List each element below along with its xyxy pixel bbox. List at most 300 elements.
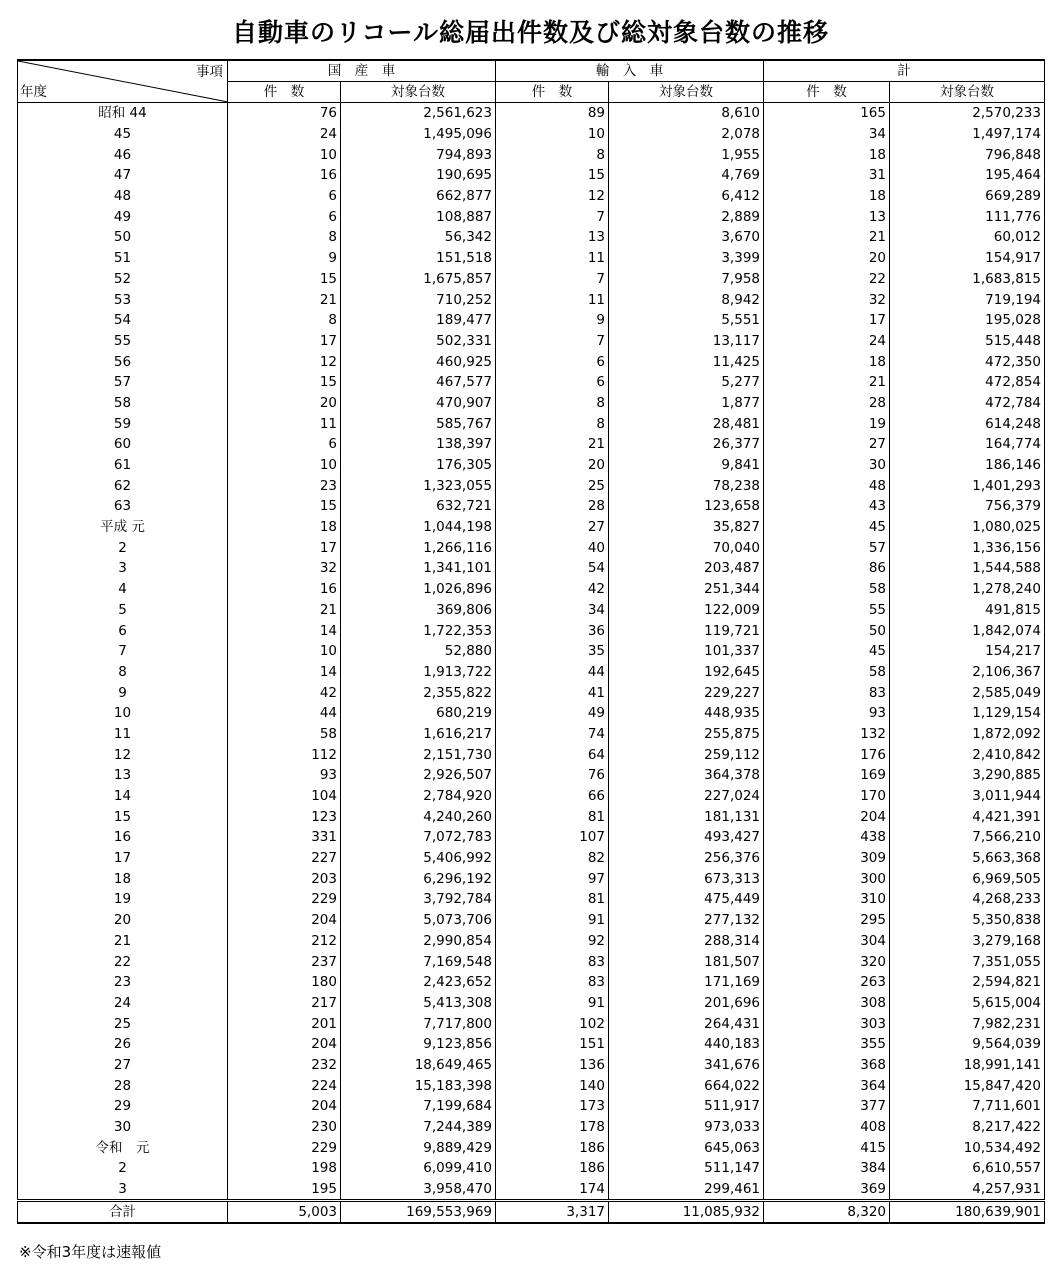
cell-imported-count: 21 [496, 434, 609, 455]
cell-year: 14 [18, 786, 228, 807]
cell-domestic-units: 1,495,096 [341, 124, 496, 145]
cell-domestic-units: 7,169,548 [341, 951, 496, 972]
cell-imported-count: 13 [496, 227, 609, 248]
table-row [18, 765, 1045, 786]
cell-domestic-units: 9,123,856 [341, 1034, 496, 1055]
cell-imported-count: 89 [496, 103, 609, 124]
cell-imported-units: 203,487 [609, 558, 764, 579]
table-row [18, 786, 1045, 807]
cell-imported-units: 101,337 [609, 641, 764, 662]
cell-year: 56 [18, 351, 228, 372]
cell-domestic-count: 224 [228, 1075, 341, 1096]
cell-total-units: 186,146 [890, 455, 1045, 476]
total-domestic-count: 5,003 [228, 1201, 341, 1224]
cell-year: 50 [18, 227, 228, 248]
cell-domestic-count: 203 [228, 868, 341, 889]
cell-imported-units: 255,875 [609, 724, 764, 745]
cell-imported-units: 299,461 [609, 1179, 764, 1201]
cell-total-units: 1,278,240 [890, 579, 1045, 600]
cell-imported-units: 8,942 [609, 289, 764, 310]
cell-domestic-count: 112 [228, 744, 341, 765]
cell-total-units: 195,028 [890, 310, 1045, 331]
cell-imported-units: 256,376 [609, 848, 764, 869]
cell-domestic-units: 1,341,101 [341, 558, 496, 579]
cell-domestic-units: 662,877 [341, 186, 496, 207]
cell-domestic-units: 151,518 [341, 248, 496, 269]
cell-year: 60 [18, 434, 228, 455]
cell-total-count: 17 [764, 310, 890, 331]
total-all-count: 8,320 [764, 1201, 890, 1224]
table-row [18, 1096, 1045, 1117]
cell-domestic-units: 18,649,465 [341, 1055, 496, 1076]
cell-total-count: 204 [764, 806, 890, 827]
cell-total-count: 18 [764, 351, 890, 372]
cell-total-units: 7,982,231 [890, 1013, 1045, 1034]
cell-imported-count: 49 [496, 703, 609, 724]
cell-domestic-units: 3,792,784 [341, 889, 496, 910]
cell-domestic-count: 229 [228, 889, 341, 910]
cell-imported-units: 3,670 [609, 227, 764, 248]
cell-total-count: 13 [764, 206, 890, 227]
cell-imported-count: 11 [496, 289, 609, 310]
cell-domestic-count: 10 [228, 641, 341, 662]
cell-domestic-units: 1,026,896 [341, 579, 496, 600]
cell-total-count: 34 [764, 124, 890, 145]
cell-imported-count: 173 [496, 1096, 609, 1117]
cell-total-units: 6,969,505 [890, 868, 1045, 889]
cell-imported-units: 227,024 [609, 786, 764, 807]
cell-domestic-count: 12 [228, 351, 341, 372]
table-row [18, 579, 1045, 600]
cell-total-units: 4,257,931 [890, 1179, 1045, 1201]
cell-domestic-count: 21 [228, 289, 341, 310]
cell-domestic-count: 16 [228, 165, 341, 186]
cell-domestic-units: 1,722,353 [341, 620, 496, 641]
cell-year: 24 [18, 993, 228, 1014]
cell-imported-count: 186 [496, 1137, 609, 1158]
cell-total-units: 60,012 [890, 227, 1045, 248]
footnote: ※令和3年度は速報値 [19, 1243, 162, 1261]
header-count: 件 数 [228, 82, 341, 103]
cell-total-units: 154,217 [890, 641, 1045, 662]
cell-total-count: 19 [764, 413, 890, 434]
cell-total-units: 9,564,039 [890, 1034, 1045, 1055]
cell-imported-count: 12 [496, 186, 609, 207]
cell-year: 20 [18, 910, 228, 931]
cell-year: 58 [18, 393, 228, 414]
cell-imported-count: 42 [496, 579, 609, 600]
cell-imported-units: 35,827 [609, 517, 764, 538]
cell-total-units: 756,379 [890, 496, 1045, 517]
cell-imported-units: 28,481 [609, 413, 764, 434]
cell-domestic-units: 2,561,623 [341, 103, 496, 124]
cell-domestic-count: 232 [228, 1055, 341, 1076]
cell-domestic-units: 467,577 [341, 372, 496, 393]
cell-year: 48 [18, 186, 228, 207]
cell-total-count: 165 [764, 103, 890, 124]
table-row [18, 310, 1045, 331]
table-row [18, 496, 1045, 517]
cell-total-count: 32 [764, 289, 890, 310]
cell-year: 平成 元 [18, 517, 228, 538]
cell-total-units: 1,683,815 [890, 269, 1045, 290]
cell-total-units: 7,566,210 [890, 827, 1045, 848]
cell-imported-count: 76 [496, 765, 609, 786]
cell-domestic-units: 369,806 [341, 600, 496, 621]
cell-total-units: 2,106,367 [890, 662, 1045, 683]
cell-year: 52 [18, 269, 228, 290]
cell-year: 57 [18, 372, 228, 393]
cell-domestic-units: 7,199,684 [341, 1096, 496, 1117]
cell-domestic-count: 93 [228, 765, 341, 786]
cell-domestic-units: 7,072,783 [341, 827, 496, 848]
cell-imported-count: 81 [496, 889, 609, 910]
cell-imported-count: 44 [496, 662, 609, 683]
table-row [18, 248, 1045, 269]
header-jikou: 事項 [196, 64, 223, 80]
cell-imported-count: 34 [496, 600, 609, 621]
cell-total-units: 4,421,391 [890, 806, 1045, 827]
total-domestic-units: 169,553,969 [341, 1201, 496, 1224]
cell-imported-units: 251,344 [609, 579, 764, 600]
page-title: 自動車のリコール総届出件数及び総対象台数の推移 [231, 18, 829, 47]
table-row [18, 103, 1045, 124]
cell-year: 8 [18, 662, 228, 683]
cell-imported-count: 25 [496, 475, 609, 496]
cell-domestic-count: 217 [228, 993, 341, 1014]
table-row [18, 434, 1045, 455]
cell-year: 46 [18, 144, 228, 165]
cell-year: 49 [18, 206, 228, 227]
header-imported: 輸 入 車 [496, 60, 764, 82]
cell-domestic-count: 6 [228, 434, 341, 455]
cell-imported-units: 1,955 [609, 144, 764, 165]
cell-total-units: 6,610,557 [890, 1158, 1045, 1179]
cell-total-count: 18 [764, 144, 890, 165]
cell-total-count: 308 [764, 993, 890, 1014]
table-row [18, 1013, 1045, 1034]
cell-total-count: 132 [764, 724, 890, 745]
cell-total-units: 3,290,885 [890, 765, 1045, 786]
cell-imported-units: 8,610 [609, 103, 764, 124]
cell-year: 27 [18, 1055, 228, 1076]
cell-year: 61 [18, 455, 228, 476]
cell-imported-units: 70,040 [609, 537, 764, 558]
total-all-units: 180,639,901 [890, 1201, 1045, 1224]
table-row [18, 1117, 1045, 1138]
cell-total-units: 491,815 [890, 600, 1045, 621]
cell-imported-count: 41 [496, 682, 609, 703]
cell-imported-units: 440,183 [609, 1034, 764, 1055]
cell-year: 2 [18, 537, 228, 558]
cell-domestic-count: 24 [228, 124, 341, 145]
cell-domestic-count: 195 [228, 1179, 341, 1201]
cell-imported-count: 107 [496, 827, 609, 848]
cell-total-count: 304 [764, 931, 890, 952]
cell-total-units: 2,585,049 [890, 682, 1045, 703]
table-row [18, 1075, 1045, 1096]
cell-year: 9 [18, 682, 228, 703]
cell-domestic-count: 204 [228, 1096, 341, 1117]
cell-domestic-count: 14 [228, 620, 341, 641]
cell-total-units: 10,534,492 [890, 1137, 1045, 1158]
cell-domestic-count: 32 [228, 558, 341, 579]
cell-year: 23 [18, 972, 228, 993]
cell-total-units: 719,194 [890, 289, 1045, 310]
cell-total-count: 20 [764, 248, 890, 269]
cell-total-units: 5,350,838 [890, 910, 1045, 931]
cell-year: 53 [18, 289, 228, 310]
cell-total-count: 86 [764, 558, 890, 579]
cell-imported-units: 122,009 [609, 600, 764, 621]
cell-domestic-count: 76 [228, 103, 341, 124]
cell-domestic-units: 7,717,800 [341, 1013, 496, 1034]
table-row [18, 972, 1045, 993]
cell-imported-units: 664,022 [609, 1075, 764, 1096]
cell-total-count: 58 [764, 662, 890, 683]
recall-table [17, 59, 1045, 1224]
cell-total-count: 369 [764, 1179, 890, 1201]
cell-imported-count: 8 [496, 144, 609, 165]
cell-domestic-units: 1,266,116 [341, 537, 496, 558]
cell-imported-count: 28 [496, 496, 609, 517]
cell-domestic-units: 190,695 [341, 165, 496, 186]
cell-total-count: 50 [764, 620, 890, 641]
table-row [18, 993, 1045, 1014]
table-row [18, 662, 1045, 683]
cell-total-count: 169 [764, 765, 890, 786]
cell-total-count: 310 [764, 889, 890, 910]
cell-total-count: 415 [764, 1137, 890, 1158]
cell-imported-count: 11 [496, 248, 609, 269]
header-nendo: 年度 [20, 84, 47, 100]
cell-total-count: 58 [764, 579, 890, 600]
cell-year: 54 [18, 310, 228, 331]
header-domestic: 国 産 車 [228, 60, 496, 82]
cell-domestic-units: 1,323,055 [341, 475, 496, 496]
cell-domestic-units: 1,044,198 [341, 517, 496, 538]
table-row [18, 269, 1045, 290]
cell-imported-count: 66 [496, 786, 609, 807]
table-row [18, 724, 1045, 745]
cell-imported-units: 364,378 [609, 765, 764, 786]
cell-domestic-count: 18 [228, 517, 341, 538]
table-row [18, 806, 1045, 827]
cell-total-count: 355 [764, 1034, 890, 1055]
cell-imported-units: 4,769 [609, 165, 764, 186]
cell-domestic-count: 15 [228, 269, 341, 290]
cell-imported-count: 20 [496, 455, 609, 476]
cell-imported-count: 7 [496, 331, 609, 352]
cell-imported-units: 673,313 [609, 868, 764, 889]
cell-imported-units: 5,551 [609, 310, 764, 331]
table-row [18, 455, 1045, 476]
cell-imported-units: 11,425 [609, 351, 764, 372]
cell-total-units: 164,774 [890, 434, 1045, 455]
cell-domestic-units: 9,889,429 [341, 1137, 496, 1158]
cell-imported-units: 6,412 [609, 186, 764, 207]
cell-total-units: 1,842,074 [890, 620, 1045, 641]
cell-total-units: 7,711,601 [890, 1096, 1045, 1117]
cell-total-count: 263 [764, 972, 890, 993]
cell-domestic-count: 180 [228, 972, 341, 993]
cell-imported-units: 475,449 [609, 889, 764, 910]
cell-domestic-count: 44 [228, 703, 341, 724]
cell-imported-count: 7 [496, 269, 609, 290]
cell-year: 13 [18, 765, 228, 786]
table-row [18, 165, 1045, 186]
cell-domestic-count: 58 [228, 724, 341, 745]
cell-total-units: 7,351,055 [890, 951, 1045, 972]
cell-imported-units: 229,227 [609, 682, 764, 703]
cell-domestic-count: 14 [228, 662, 341, 683]
table-row [18, 393, 1045, 414]
total-imported-units: 11,085,932 [609, 1201, 764, 1224]
cell-domestic-units: 6,099,410 [341, 1158, 496, 1179]
cell-year: 55 [18, 331, 228, 352]
cell-domestic-units: 7,244,389 [341, 1117, 496, 1138]
cell-imported-count: 102 [496, 1013, 609, 1034]
table-row [18, 931, 1045, 952]
cell-imported-units: 493,427 [609, 827, 764, 848]
cell-total-units: 5,615,004 [890, 993, 1045, 1014]
cell-year: 6 [18, 620, 228, 641]
cell-total-count: 377 [764, 1096, 890, 1117]
cell-domestic-units: 138,397 [341, 434, 496, 455]
table-row [18, 600, 1045, 621]
cell-domestic-units: 632,721 [341, 496, 496, 517]
table-row [18, 682, 1045, 703]
cell-domestic-units: 470,907 [341, 393, 496, 414]
cell-domestic-units: 680,219 [341, 703, 496, 724]
cell-year: 昭和 44 [18, 103, 228, 124]
cell-total-count: 320 [764, 951, 890, 972]
cell-domestic-units: 1,616,217 [341, 724, 496, 745]
cell-total-count: 21 [764, 227, 890, 248]
cell-total-count: 368 [764, 1055, 890, 1076]
cell-domestic-count: 227 [228, 848, 341, 869]
cell-total-count: 22 [764, 269, 890, 290]
table-row [18, 951, 1045, 972]
cell-total-count: 170 [764, 786, 890, 807]
cell-imported-units: 171,169 [609, 972, 764, 993]
table-row [18, 351, 1045, 372]
cell-imported-units: 78,238 [609, 475, 764, 496]
cell-total-units: 472,350 [890, 351, 1045, 372]
cell-imported-count: 83 [496, 972, 609, 993]
cell-total-count: 364 [764, 1075, 890, 1096]
cell-imported-units: 13,117 [609, 331, 764, 352]
cell-total-units: 1,497,174 [890, 124, 1045, 145]
cell-imported-units: 9,841 [609, 455, 764, 476]
cell-domestic-count: 8 [228, 227, 341, 248]
cell-domestic-count: 15 [228, 372, 341, 393]
table-row [18, 703, 1045, 724]
cell-domestic-count: 10 [228, 144, 341, 165]
cell-total-units: 15,847,420 [890, 1075, 1045, 1096]
table-row [18, 641, 1045, 662]
cell-total-units: 614,248 [890, 413, 1045, 434]
cell-total-count: 21 [764, 372, 890, 393]
cell-imported-count: 10 [496, 124, 609, 145]
cell-domestic-count: 17 [228, 331, 341, 352]
table-row [18, 372, 1045, 393]
cell-domestic-units: 4,240,260 [341, 806, 496, 827]
cell-domestic-count: 104 [228, 786, 341, 807]
cell-domestic-count: 23 [228, 475, 341, 496]
cell-domestic-units: 2,423,652 [341, 972, 496, 993]
header-units: 対象台数 [609, 82, 764, 103]
cell-imported-units: 264,431 [609, 1013, 764, 1034]
cell-total-units: 2,570,233 [890, 103, 1045, 124]
cell-imported-units: 259,112 [609, 744, 764, 765]
cell-domestic-count: 42 [228, 682, 341, 703]
cell-domestic-count: 9 [228, 248, 341, 269]
cell-total-count: 24 [764, 331, 890, 352]
cell-imported-units: 192,645 [609, 662, 764, 683]
cell-total-units: 2,410,842 [890, 744, 1045, 765]
cell-year: 11 [18, 724, 228, 745]
table-row [18, 558, 1045, 579]
cell-domestic-count: 198 [228, 1158, 341, 1179]
cell-year: 15 [18, 806, 228, 827]
cell-total-units: 796,848 [890, 144, 1045, 165]
cell-imported-units: 2,078 [609, 124, 764, 145]
cell-domestic-units: 2,151,730 [341, 744, 496, 765]
header-total: 計 [764, 60, 1045, 82]
header-count: 件 数 [496, 82, 609, 103]
table-row [18, 868, 1045, 889]
cell-imported-count: 136 [496, 1055, 609, 1076]
cell-domestic-count: 10 [228, 455, 341, 476]
cell-imported-count: 74 [496, 724, 609, 745]
table-row [18, 848, 1045, 869]
cell-domestic-units: 52,880 [341, 641, 496, 662]
cell-total-units: 111,776 [890, 206, 1045, 227]
cell-total-units: 3,011,944 [890, 786, 1045, 807]
cell-year: 22 [18, 951, 228, 972]
cell-domestic-count: 11 [228, 413, 341, 434]
total-row [18, 1201, 1045, 1224]
cell-total-units: 1,544,588 [890, 558, 1045, 579]
cell-domestic-count: 21 [228, 600, 341, 621]
cell-year: 47 [18, 165, 228, 186]
cell-year: 17 [18, 848, 228, 869]
cell-imported-count: 35 [496, 641, 609, 662]
cell-domestic-count: 8 [228, 310, 341, 331]
cell-imported-count: 6 [496, 372, 609, 393]
cell-domestic-units: 710,252 [341, 289, 496, 310]
table-row [18, 537, 1045, 558]
header-units: 対象台数 [341, 82, 496, 103]
cell-year: 18 [18, 868, 228, 889]
cell-imported-count: 83 [496, 951, 609, 972]
cell-imported-count: 8 [496, 413, 609, 434]
cell-imported-count: 54 [496, 558, 609, 579]
table-row [18, 206, 1045, 227]
cell-domestic-units: 5,413,308 [341, 993, 496, 1014]
cell-total-count: 45 [764, 517, 890, 538]
cell-domestic-count: 201 [228, 1013, 341, 1034]
cell-year: 29 [18, 1096, 228, 1117]
cell-imported-count: 6 [496, 351, 609, 372]
cell-imported-units: 1,877 [609, 393, 764, 414]
cell-imported-count: 15 [496, 165, 609, 186]
cell-total-count: 31 [764, 165, 890, 186]
cell-total-units: 195,464 [890, 165, 1045, 186]
cell-year: 62 [18, 475, 228, 496]
table-row [18, 124, 1045, 145]
